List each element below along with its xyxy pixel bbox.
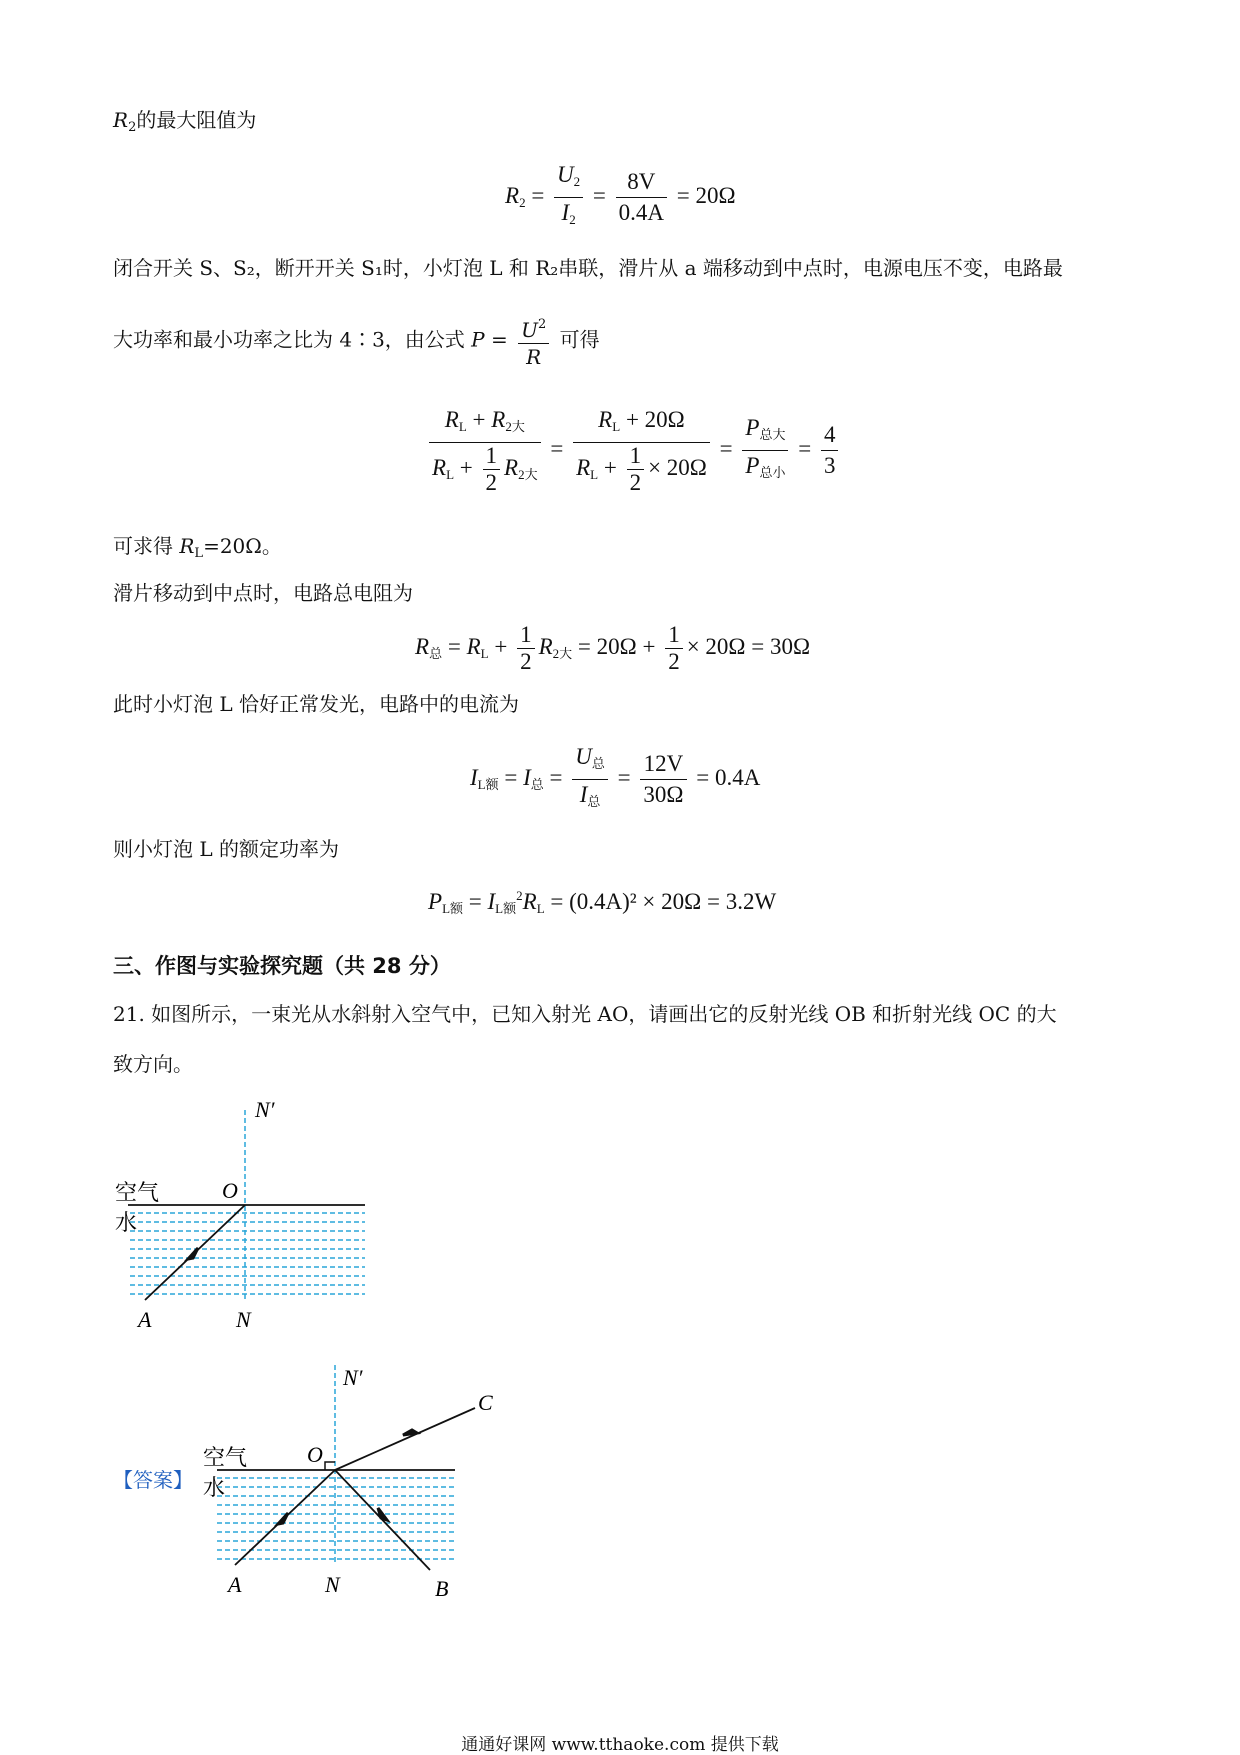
footer-credit: 通通好课网 www.tthaoke.com 提供下载 [461, 1735, 779, 1755]
text-close-switch: 闭合开关 S、S₂，断开开关 S₁时，小灯泡 L 和 R₂串联，滑片从 a 端移动到中点时，电源电压不变，电路最 [113, 256, 1063, 280]
answer-figure [195, 1360, 515, 1610]
text-rated-power: 则小灯泡 L 的额定功率为 [113, 837, 339, 861]
equation-power-ratio: $R_L + R_{2大}$ $R_L$ + $\frac{1}{2}$ $R_{2大}$ = $R_L + 20\Omega$ $R_L$ + $\frac{1}{2}$ × 20Ω = $\frac{P_{总大}}{P_{总小}}$ = $\frac{4}{3}$ [425, 405, 842, 496]
label-B: B [435, 1576, 449, 1601]
text-power-ratio: 大功率和最小功率之比为 4∶3，由公式 P = $\frac{U^2}{R}$ 可得 [113, 312, 600, 370]
equation-current: $I_{L额} = I_总$ = $\frac{U_总}{I_总}$ = $\frac{12V}{30\Omega}$ = 0.4A [470, 744, 761, 809]
label-water-answer: 水 [203, 1475, 226, 1500]
question-21-line1: 21. 如图所示，一束光从水斜射入空气中，已知入射光 AO，请画出它的反射光线 OB 和折射光线 OC 的大 [113, 1002, 1057, 1026]
label-air: 空气 [115, 1180, 160, 1205]
equation-total-resistance: $R_总 = R_L$ + $\frac{1}{2}$ $R_{2大} = 20\Omega$ + $\frac{1}{2}$ × 20Ω = 30Ω [415, 622, 811, 674]
label-A: A [138, 1307, 152, 1332]
equation-rated-power: $P_{L额} = I_{L额}^2R_L = (0.4A)^2 \times 20\Omega = 3.2W$ [428, 888, 777, 916]
refracted-arrow [403, 1430, 417, 1435]
label-N-prime: N′ [255, 1097, 275, 1122]
label-air-answer: 空气 [203, 1445, 248, 1470]
label-A-answer: A [228, 1572, 242, 1597]
text-r2-max: $R_2$的最大阻值为 [113, 108, 257, 135]
section-heading: 三、作图与实验探究题（共 28 分） [113, 954, 451, 978]
text-total-resistance: 滑片移动到中点时，电路总电阻为 [113, 581, 413, 605]
text-lamp-normal: 此时小灯泡 L 恰好正常发光，电路中的电流为 [113, 692, 519, 716]
question-21-line2: 致方向。 [113, 1052, 193, 1076]
water-hatching-answer [217, 1478, 455, 1559]
text-rl-result: 可求得 $R_L=20\Omega$。 [113, 534, 282, 561]
refracted-ray [335, 1408, 475, 1470]
answer-tag: 【答案】 [113, 1468, 193, 1492]
label-N: N [236, 1307, 251, 1332]
label-N-answer: N [325, 1572, 340, 1597]
label-N-prime-answer: N′ [343, 1365, 363, 1390]
right-angle-mark [325, 1462, 335, 1470]
label-O: O [222, 1178, 238, 1203]
label-O-answer: O [307, 1442, 323, 1467]
label-C: C [478, 1390, 493, 1415]
label-water: 水 [115, 1210, 138, 1235]
question-figure [100, 1095, 380, 1345]
equation-r2: $R_2$ = $\frac{U_2}{I_2}$ = $\frac{8V}{0.4A}$ = 20Ω [505, 162, 736, 227]
